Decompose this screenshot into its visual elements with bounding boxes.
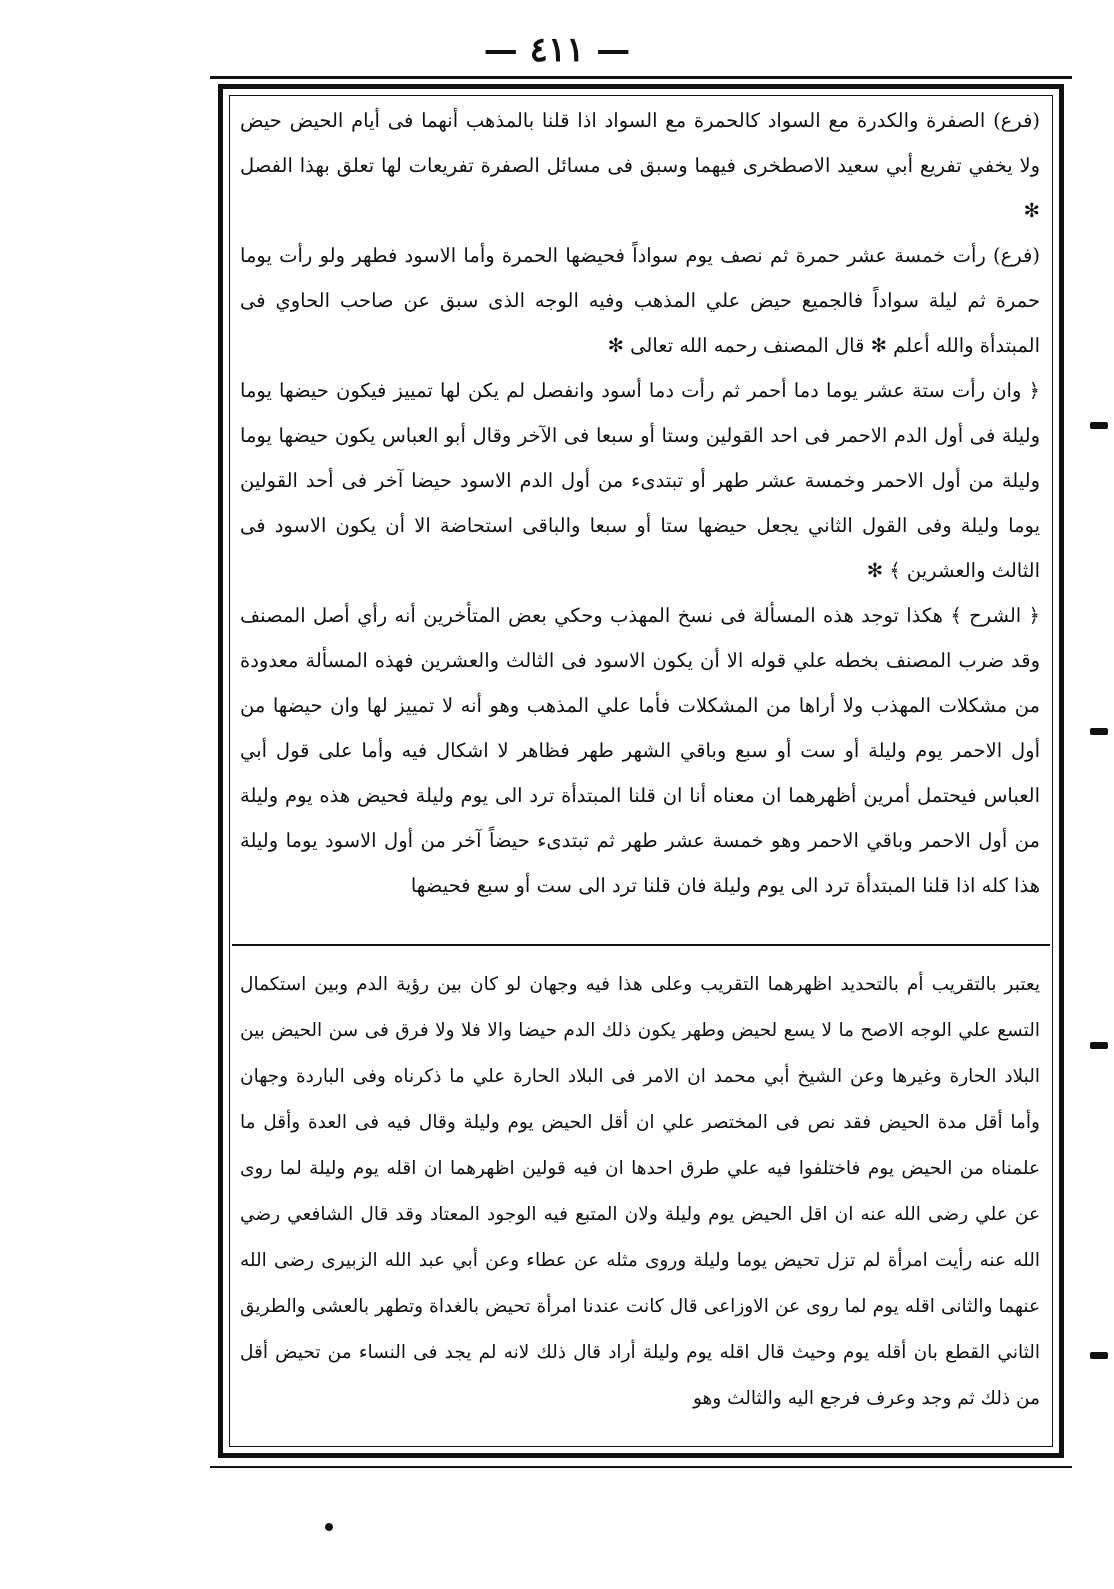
paragraph-commentary: ﴿ الشرح ﴾ هكذا توجد هذه المسألة فى نسخ المهذب وحكي بعض المتأخرين أنه رأي أصل المصنف وقد ضرب المصنف بخطه علي قوله الا أن يكون الاسود فى الثالث والعشرين فهذه المسألة معدودة من مشكلات المهذب ولا أراها من المشكلات فأما علي المذهب وهو أنه لا تمييز لها وان حيضها من أول الاحمر يوم وليلة أو ست أو سبع وباقي الشهر طهر فظاهر لا اشكال فيه وأما على قول أبي العباس فيحتمل أمرين أظهرهما ان معناه أنا ان قلنا المبتدأة ترد الى يوم وليلة فحيض هذه يوم وليلة من أول الاحمر وباقي الاحمر وهو خمسة عشر طهر ثم تبتدىء حيضاً آخر من أول الاسود يوما وليلة هذا كله اذا قلنا المبتدأة ترد الى يوم وليلة فان قلنا ترد الى ست أو سبع فحيضها [240, 604, 1040, 897]
section-divider [232, 944, 1050, 946]
edge-mark [1090, 1042, 1108, 1049]
upper-text-section [240, 98, 1040, 908]
paragraph-lower: يعتبر بالتقريب أم بالتحديد اظهرهما التقريب وعلى هذا فيه وجهان لو كان بين رؤية الدم وبين استكمال التسع علي الوجه الاصح ما لا يسع لحيض وطهر يكون ذلك الدم حيضا والا فلا ولا فرق فى سن الحيض بين البلاد الحارة وغيرها وعن الشيخ أبي محمد ان الامر فى البلاد الحارة علي ما ذكرناه وفى الباردة وجهان وأما أقل مدة الحيض فقد نص فى المختصر علي ان أقل الحيض يوم وليلة وقال فيه فى العدة وأقل ما علمناه من الحيض يوم فاختلفوا فيه علي طرق احدها ان فيه قولين اظهرهما ان اقله يوم وليلة لما روى عن علي رضى الله عنه ان اقل الحيض يوم وليلة ولان المتبع فيه الوجود المعتاد وقد قال الشافعي رضي الله عنه رأيت امرأة لم تزل تحيض يوما وليلة وروى مثله عن عطاء وعن أبي عبد الله الزبيرى رضى الله عنهما والثانى اقله يوم لما روى عن الاوزاعى قال كانت عندنا امرأة تحيض بالغداة وتطهر بالعشى والطريق الثاني القطع بان أقله يوم وحيث قال اقله يوم وليلة أراد قال ذلك لانه لم يجد فى النساء من تحيض أقل من ذلك ثم وجد وعرف فرجع اليه والثالث وهو [240, 974, 1040, 1409]
lower-text-section [240, 962, 1040, 1422]
paragraph-main-text: ﴿ وان رأت ستة عشر يوما دما أحمر ثم رأت دما أسود وانفصل لم يكن لها تمييز فيكون حيضها يوما وليلة فى أول الدم الاحمر فى احد القولين وستا أو سبعا فى الآخر وقال أبو العباس يكون حيضها يوما وليلة من أول الاحمر وخمسة عشر طهر أو تبتدىء من أول الدم الاسود حيضا آخر فى أحد القولين يوما وليلة وفى القول الثاني يجعل حيضها ستا أو سبعا والباقى استحاضة الا أن يكون الاسود فى الثالث والعشرين ﴾ ✻ [240, 379, 1040, 582]
ink-dot [325, 1523, 333, 1531]
top-rule [210, 76, 1072, 79]
bottom-rule [210, 1466, 1072, 1468]
edge-mark [1090, 422, 1108, 429]
paragraph-branch-yellow: (فرع) الصفرة والكدرة مع السواد كالحمرة مع السواد اذا قلنا بالمذهب أنهما فى أيام الحيض حيض ولا يخفي تفريع أبي سعيد الاصطخرى فيهما وسبق فى مسائل الصفرة تفريعات لها تعلق بهذا الفصل ✻ [240, 109, 1041, 222]
edge-mark [1090, 1352, 1108, 1359]
page-number: — ٤١١ — [483, 30, 631, 70]
edge-mark [1090, 728, 1108, 735]
paragraph-branch-fifteen: (فرع) رأت خمسة عشر حمرة ثم نصف يوم سواداً فحيضها الحمرة وأما الاسود فطهر ولو رأت يوما حمرة ثم ليلة سواداً فالجميع حيض علي المذهب وفيه الوجه الذى سبق عن صاحب الحاوي فى المبتدأة والله أعلم ✻ قال المصنف رحمه الله تعالى ✻ [240, 244, 1040, 357]
